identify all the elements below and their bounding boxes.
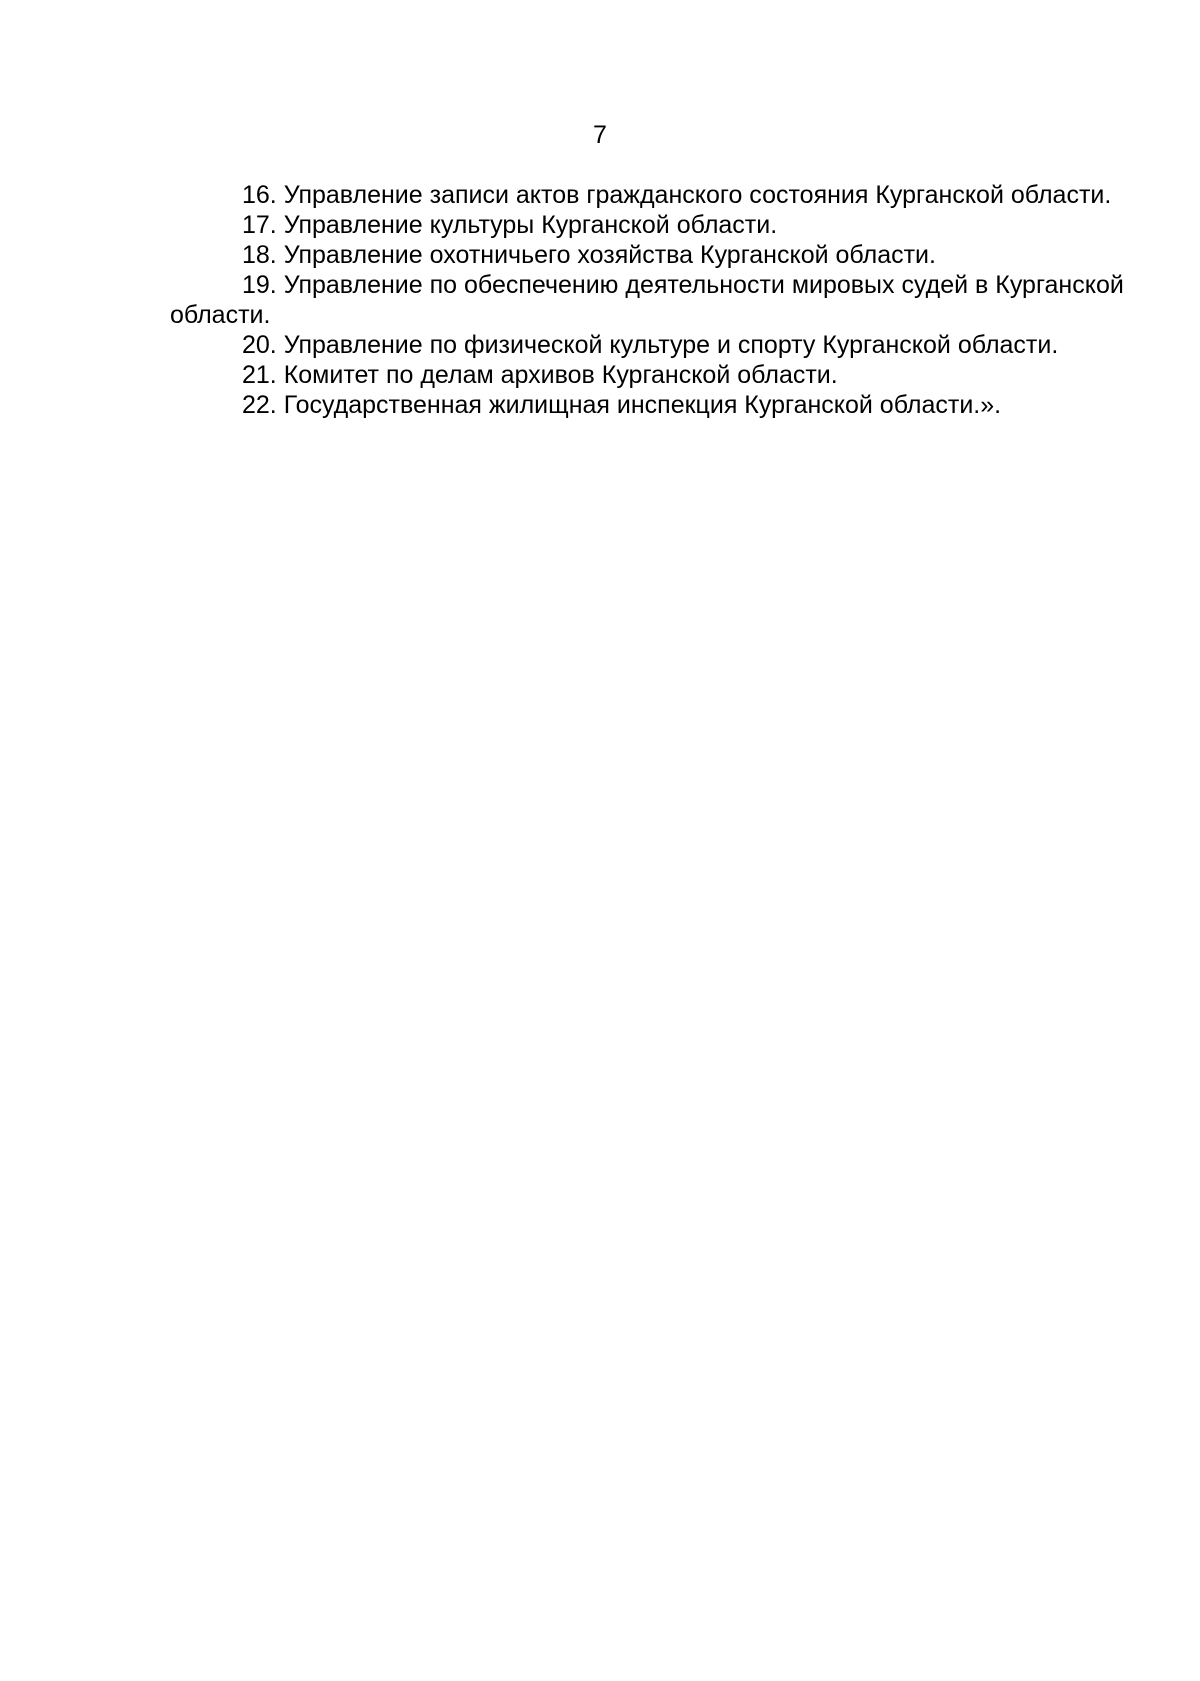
- list-item: 17. Управление культуры Курганской области.: [242, 211, 778, 239]
- page-number: 7: [593, 121, 607, 149]
- list-item: 19. Управление по обеспечению деятельности мировых судей в Курганской области.: [170, 271, 1124, 329]
- list-item: 20. Управление по физической культуре и спорту Курганской области.: [242, 331, 1059, 359]
- list-item: 16. Управление записи актов гражданского состояния Курганской области.: [242, 181, 1112, 209]
- list-item: 22. Государственная жилищная инспекция Курганской области.».: [242, 391, 1002, 419]
- list-item: 21. Комитет по делам архивов Курганской области.: [242, 361, 838, 389]
- agency-list: [170, 180, 1160, 420]
- list-item: 18. Управление охотничьего хозяйства Курганской области.: [242, 241, 936, 269]
